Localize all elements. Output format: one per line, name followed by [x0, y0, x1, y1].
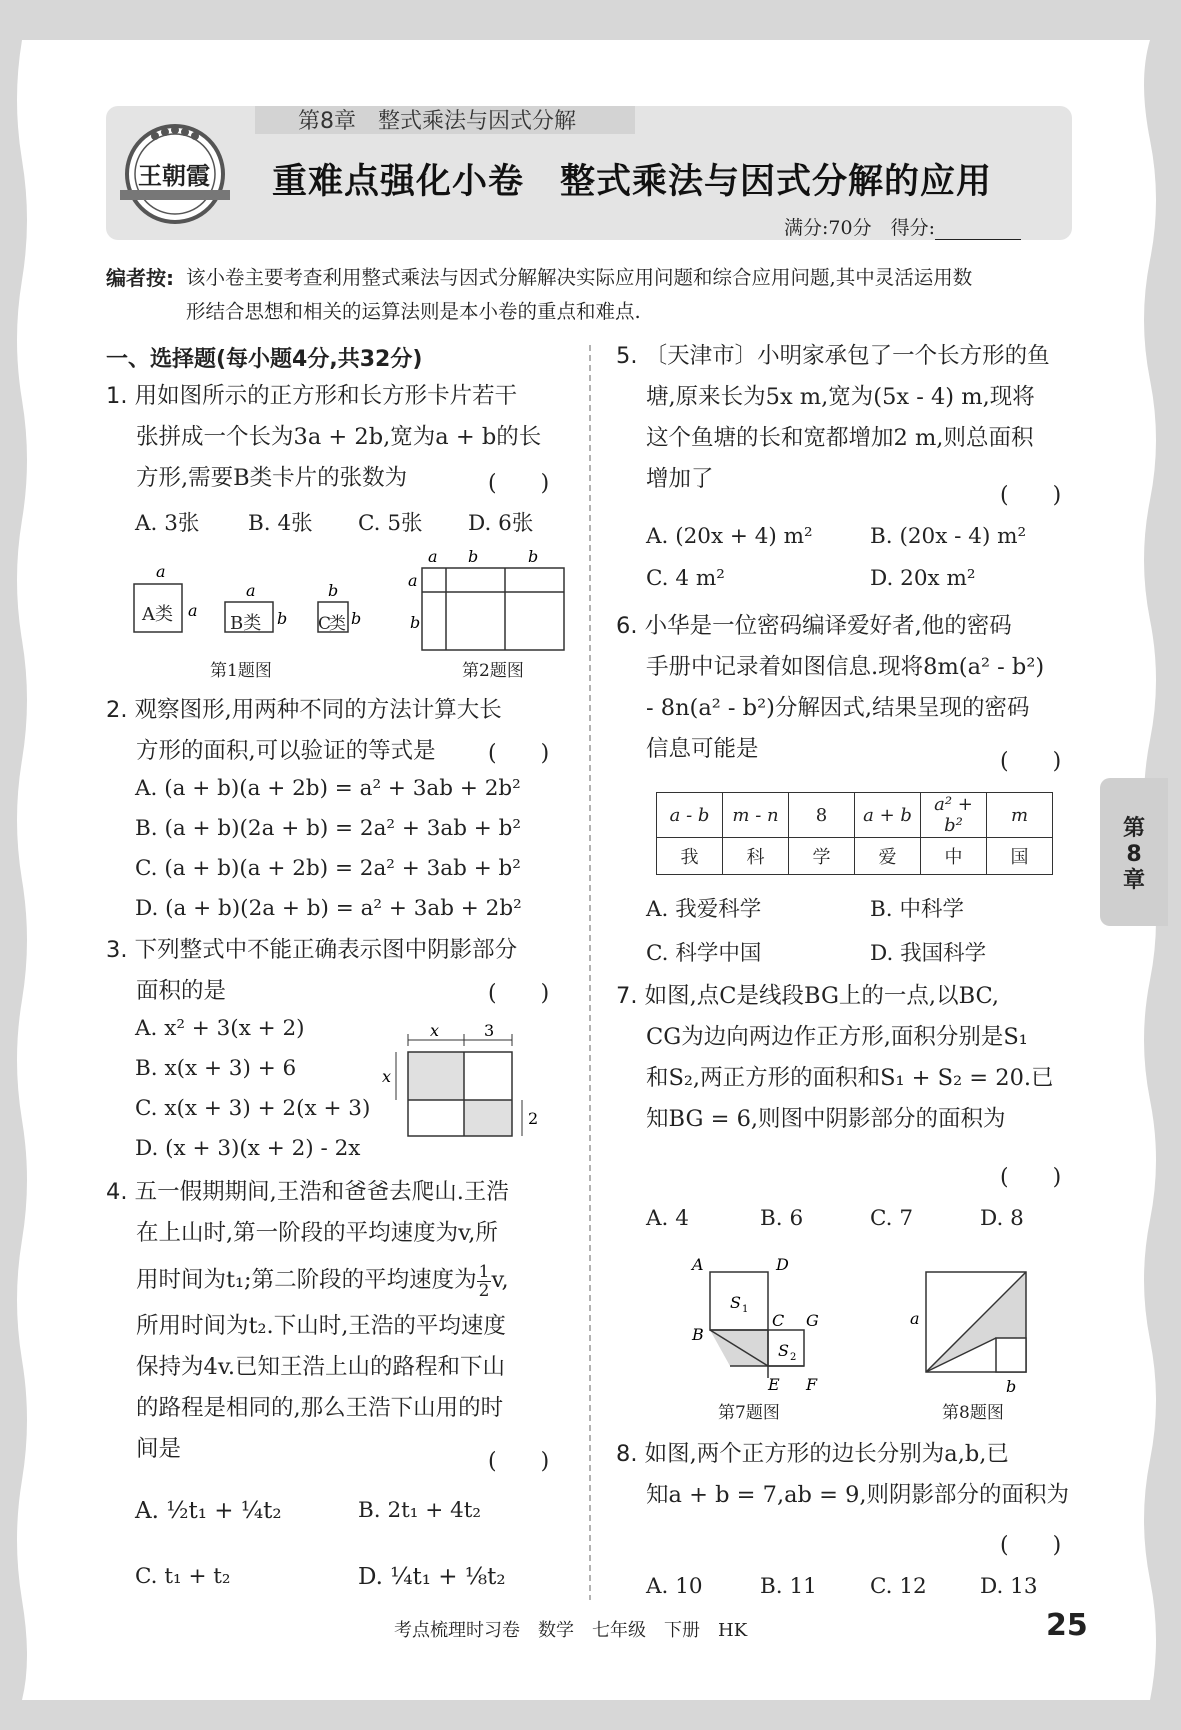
q4-option-d[interactable]: D. ¼t₁ + ⅛t₂ [358, 1564, 506, 1590]
fig3-label-x-left: x [382, 1067, 392, 1086]
code-cell: 中 [921, 838, 987, 875]
fig1-label-a1: a [156, 562, 166, 581]
q2-line1: 观察图形,用两种不同的方法计算大长 [134, 697, 502, 723]
fig8-label-b: b [1006, 1377, 1017, 1396]
q6-option-a[interactable]: A. 我爱科学 [646, 897, 762, 922]
q1-figure [120, 560, 370, 660]
side-tab-char2: 8 [1126, 842, 1142, 867]
q1-number: 1. [106, 383, 128, 409]
q7-option-c[interactable]: C. 7 [870, 1206, 914, 1231]
q2-option-b[interactable]: B. (a + b)(2a + b) = 2a² + 3ab + b² [135, 816, 522, 841]
q6-line1: 小华是一位密码编译爱好者,他的密码 [644, 613, 1012, 639]
q7-number: 7. [616, 983, 638, 1009]
q6-line2: 手册中记录着如图信息.现将8m(a² - b²) [646, 654, 1045, 680]
q7-answer-blank[interactable]: ( ) [1000, 1165, 1062, 1190]
q1-answer-blank[interactable]: ( ) [488, 471, 550, 496]
footer-text: 考点梳理时习卷 数学 七年级 下册 HK [394, 1620, 748, 1641]
editor-note-line2: 形结合思想和相关的运算法则是本小卷的重点和难点. [186, 300, 641, 323]
fig8-caption: 第8题图 [942, 1403, 1004, 1423]
fig1-label-b1: b [277, 609, 288, 628]
code-cell: 科 [723, 838, 789, 875]
q5-option-a[interactable]: A. (20x + 4) m² [646, 524, 813, 549]
fig7-label-S2-sub: 2 [790, 1352, 797, 1363]
q6-answer-blank[interactable]: ( ) [1000, 749, 1062, 774]
q8-line1: 如图,两个正方形的边长分别为a,b,已 [644, 1441, 1009, 1467]
q7-option-b[interactable]: B. 6 [760, 1206, 804, 1231]
fig2-label-top-b1: b [468, 548, 479, 566]
fig7-label-E: E [768, 1375, 780, 1394]
q3-option-b[interactable]: B. x(x + 3) + 6 [135, 1056, 297, 1081]
section-heading: 一、选择题(每小题4分,共32分) [106, 347, 423, 372]
q6-line3: - 8n(a² - b²)分解因式,结果呈现的密码 [646, 695, 1030, 721]
fig7-label-S2: S [778, 1341, 789, 1360]
q1-option-b[interactable]: B. 4张 [248, 511, 313, 536]
side-tab-char3: 章 [1122, 868, 1145, 893]
q2-option-a[interactable]: A. (a + b)(a + 2b) = a² + 3ab + 2b² [135, 776, 521, 801]
q2-number: 2. [106, 697, 128, 723]
page-title: 重难点强化小卷 整式乘法与因式分解的应用 [272, 162, 993, 202]
editor-note-label: 编者按: [106, 266, 174, 290]
page-number: 25 [1046, 1608, 1088, 1643]
q6-option-d[interactable]: D. 我国科学 [870, 941, 987, 966]
q3-line2: 面积的是 [136, 978, 227, 1004]
fig7-label-G: G [806, 1311, 819, 1330]
side-tab-char1: 第 [1122, 816, 1145, 841]
fig1-caption: 第1题图 [210, 661, 272, 681]
fig1-label-b2: b [328, 581, 339, 600]
q2-line2: 方形的面积,可以验证的等式是 [136, 738, 436, 764]
code-cell: 爱 [855, 838, 921, 875]
q4-line2: 在上山时,第一阶段的平均速度为v,所 [136, 1220, 498, 1246]
card-c-label: C类 [318, 614, 345, 634]
q3-option-d[interactable]: D. (x + 3)(x + 2) - 2x [135, 1136, 361, 1161]
code-row-characters [657, 838, 1053, 875]
q8-option-c[interactable]: C. 12 [870, 1574, 927, 1599]
q3-option-a[interactable]: A. x² + 3(x + 2) [135, 1016, 305, 1041]
q6-option-c[interactable]: C. 科学中国 [646, 941, 762, 966]
q4-line5: 保持为4v.已知王浩上山的路程和下山 [136, 1354, 506, 1380]
fig1-label-a3: a [246, 581, 256, 600]
q8-line2: 知a + b = 7,ab = 9,则阴影部分的面积为 [646, 1482, 1070, 1508]
q8-figure [900, 1262, 1040, 1398]
q4-line6: 的路程是相同的,那么王浩下山用的时 [136, 1395, 504, 1421]
fig7-label-D: D [776, 1255, 789, 1274]
fig7-label-B: B [692, 1325, 704, 1344]
fig2-label-left-a: a [408, 571, 418, 590]
q7-line2: CG为边向两边作正方形,面积分别是S₁ [646, 1024, 1028, 1050]
fig2-label-top-a: a [428, 548, 438, 566]
q1-line3: 方形,需要B类卡片的张数为 [136, 465, 408, 491]
q3-answer-blank[interactable]: ( ) [488, 981, 550, 1006]
q4-option-c[interactable]: C. t₁ + t₂ [135, 1564, 231, 1589]
q4-option-a[interactable]: A. ½t₁ + ¼t₂ [135, 1498, 282, 1524]
fig1-label-b3: b [351, 609, 362, 628]
q2-answer-blank[interactable]: ( ) [488, 741, 550, 766]
fig3-label-3: 3 [484, 1021, 495, 1040]
q1-line2: 张拼成一个长为3a + 2b,宽为a + b的长 [136, 424, 542, 450]
q7-line3: 和S₂,两正方形的面积和S₁ + S₂ = 20.已 [646, 1065, 1054, 1091]
q6-code-table [656, 792, 1053, 875]
q5-option-c[interactable]: C. 4 m² [646, 566, 725, 591]
q3-figure [378, 1020, 578, 1160]
q8-option-b[interactable]: B. 11 [760, 1574, 817, 1599]
q6-number: 6. [616, 613, 638, 639]
q1-option-a[interactable]: A. 3张 [135, 511, 200, 536]
q5-line2: 塘,原来长为5x m,宽为(5x - 4) m,现将 [646, 384, 1035, 410]
q6-line4: 信息可能是 [646, 736, 759, 762]
score-text: 满分:70分 得分: [784, 217, 935, 239]
q4-answer-blank[interactable]: ( ) [488, 1449, 550, 1474]
q5-line3: 这个鱼塘的长和宽都增加2 m,则总面积 [646, 425, 1034, 451]
q4-number: 4. [106, 1179, 128, 1205]
chapter-side-tab[interactable] [1100, 778, 1168, 926]
q8-number: 8. [616, 1441, 638, 1467]
chapter-label: 第8章 整式乘法与因式分解 [298, 109, 576, 134]
editor-note-line1: 该小卷主要考查利用整式乘法与因式分解解决实际应用问题和综合应用问题,其中灵活运用数 [186, 266, 973, 289]
code-cell: m - n [723, 793, 789, 838]
code-cell: 国 [987, 838, 1053, 875]
fig3-label-x-top: x [430, 1021, 440, 1040]
code-cell: a² + b² [921, 793, 987, 838]
q1-option-d[interactable]: D. 6张 [468, 511, 534, 536]
q7-option-d[interactable]: D. 8 [980, 1206, 1024, 1231]
q5-line1: 〔天津市〕小明家承包了一个长方形的鱼 [644, 343, 1050, 369]
q8-option-d[interactable]: D. 13 [980, 1574, 1038, 1599]
fig8-label-a: a [910, 1309, 920, 1328]
fig7-label-C: C [772, 1311, 785, 1330]
q1-line1: 用如图所示的正方形和长方形卡片若干 [134, 383, 518, 409]
fig3-label-2: 2 [528, 1109, 539, 1128]
q6-option-b[interactable]: B. 中科学 [870, 897, 964, 922]
q2-figure [400, 548, 580, 658]
q4-option-b[interactable]: B. 2t₁ + 4t₂ [358, 1498, 482, 1523]
q3-line1: 下列整式中不能正确表示图中阴影部分 [134, 937, 518, 963]
fig7-label-S1: S [730, 1293, 741, 1312]
code-cell: a - b [657, 793, 723, 838]
fig2-label-top-b2: b [528, 548, 539, 566]
q2-option-c[interactable]: C. (a + b)(a + 2b) = 2a² + 3ab + b² [135, 856, 521, 881]
q7-option-a[interactable]: A. 4 [646, 1206, 689, 1231]
fig7-caption: 第7题图 [718, 1403, 780, 1423]
q7-figure [680, 1250, 840, 1396]
q4-fraction-half: $\frac{1}{2}$ [478, 1261, 490, 1301]
q4-line3a: 用时间为t₁;第二阶段的平均速度为 [136, 1267, 477, 1293]
q5-line4: 增加了 [646, 466, 714, 492]
q2-option-d[interactable]: D. (a + b)(2a + b) = a² + 3ab + 2b² [135, 896, 522, 921]
fig2-label-left-b: b [410, 613, 421, 632]
q8-option-a[interactable]: A. 10 [646, 1574, 703, 1599]
q4-line4: 所用时间为t₂.下山时,王浩的平均速度 [136, 1313, 506, 1339]
q7-line4: 知BG = 6,则图中阴影部分的面积为 [646, 1106, 1006, 1132]
fig2-caption: 第2题图 [462, 661, 524, 681]
q5-text [616, 336, 1086, 500]
code-cell: 学 [789, 838, 855, 875]
q8-answer-blank[interactable]: ( ) [1000, 1533, 1062, 1558]
code-cell: 8 [789, 793, 855, 838]
score-line [784, 213, 1021, 240]
q3-number: 3. [106, 937, 128, 963]
q5-answer-blank[interactable]: ( ) [1000, 483, 1062, 508]
fig7-label-S1-sub: 1 [742, 1304, 749, 1315]
code-cell: a + b [855, 793, 921, 838]
fig7-label-F: F [806, 1375, 818, 1394]
q4-line1: 五一假期期间,王浩和爸爸去爬山.王浩 [134, 1179, 509, 1205]
fig7-label-A: A [692, 1255, 704, 1274]
q5-number: 5. [616, 343, 638, 369]
q1-option-c[interactable]: C. 5张 [358, 511, 423, 536]
q5-option-b[interactable]: B. (20x - 4) m² [870, 524, 1027, 549]
card-b-label: B类 [230, 613, 262, 634]
q4-line7: 间是 [136, 1436, 182, 1462]
q4-text [106, 1172, 576, 1470]
code-row-expressions [657, 793, 1053, 838]
q4-line3b: v, [491, 1267, 509, 1293]
code-cell: 我 [657, 838, 723, 875]
q8-text [616, 1434, 1086, 1516]
logo [110, 112, 240, 232]
code-cell: m [987, 793, 1053, 838]
card-a-label: A类 [142, 604, 173, 625]
q7-line1: 如图,点C是线段BG上的一点,以BC, [644, 983, 1000, 1009]
q7-text [616, 976, 1086, 1140]
q5-option-d[interactable]: D. 20x m² [870, 566, 976, 591]
q3-option-c[interactable]: C. x(x + 3) + 2(x + 3) [135, 1096, 371, 1121]
fig1-label-a2: a [188, 601, 198, 620]
logo-text: 王朝霞 [138, 161, 210, 190]
